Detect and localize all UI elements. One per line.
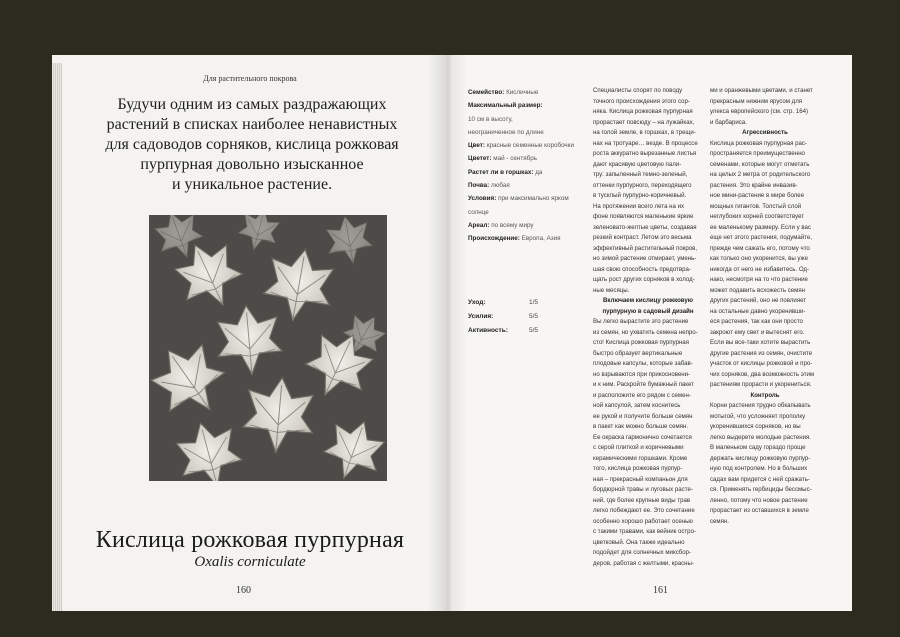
text-line: точного происхождения этого сор- [593,97,690,105]
text-line: того, кислица рожковая пурпур- [593,465,683,472]
property-value: солнце [468,208,489,216]
rating-row [468,324,588,338]
property-value: при максимально ярком [498,195,569,203]
text-line: тру: запыленный темно-зеленый, [593,171,688,178]
text-line: садах вам придется с ней сражать- [710,475,810,483]
property-key: Семейство: [468,89,505,96]
text-line: но взрываются при прикосновени- [593,370,691,378]
text-line: и к ним. Раскройте бумажный пакет [593,381,694,388]
property-value: май - сентябрь [493,155,538,163]
lead-line: для садоводов сорняков, кислица рожковая [105,136,399,153]
text-line: растениям прорасти и укорениться. [710,381,812,388]
ratings-list [468,296,588,338]
property-key: Ареал: [468,221,490,229]
text-line: легко побеждают ее. Это сочетание [593,507,695,514]
text-line: керамическими горшками. Кроме [593,454,688,462]
rating-row [468,310,588,324]
property-row [468,179,578,192]
text-line: В маленьком саду гораздо проще [710,444,806,451]
text-line: цветковый. Она также идеально [593,538,685,546]
text-column-middle [593,86,703,569]
property-value: 10 см в высоту, [468,115,513,123]
text-line: но зимой растение отмирает, умень- [593,255,697,262]
text-line: и барбариса. [710,118,747,126]
text-line: ее рукой и получите больше семян [593,412,693,420]
rating-label: Активность: [468,327,508,334]
text-line: оттенки пурпурного, переходящего [593,181,692,189]
property-key: Максимальный размер: [468,102,543,110]
right-page [448,55,852,611]
property-value: любая [491,182,510,190]
open-book [44,55,852,611]
text-line: легко выдерете молодые растения. [710,433,811,441]
text-line: Корни растения трудно обкапывать [710,402,811,409]
text-line: мощных гигантов. Толстый слой [710,202,802,210]
property-row [468,192,578,205]
left-page [52,55,448,611]
text-line: ний, где более крупные виды трав [593,496,691,504]
text-line: никогда от него не избавитесь. Од- [710,265,810,273]
text-line: прекрасным нижним ярусом для [710,97,803,105]
text-line: из семян, но ухватить семена непро- [593,328,698,336]
property-value: да [535,168,543,176]
text-line: Специалисты спорят по поводу [593,87,683,94]
text-line: няка. Кислица рожковая пурпурная [593,108,693,115]
text-line: семенами, которые могут отметать [710,160,810,168]
text-line: прорастает из оставшихся в земле [710,507,809,514]
text-line: закроют ему свет и вытеснят его. [710,328,805,336]
text-line: прежде чем сажать его, потому что [710,244,810,252]
text-line: нако, несмотря на то что растение [710,276,808,283]
text-line: на целых 2 метра от родительского [710,171,811,178]
rating-value: 5/5 [529,313,539,320]
text-line: еще нет этого растения, подумайте, [710,234,812,241]
property-row [468,86,578,99]
property-row [468,99,578,112]
lead-line: Будучи одним из самых раздражающих [117,96,387,113]
text-line: щать рост других сорняков в холод- [593,276,695,283]
text-line: неглубоких корней соответствует [710,213,805,220]
property-key: Растет ли в горшках: [468,168,534,176]
property-value: по всему миру [491,221,534,229]
property-row [468,126,578,139]
text-line: подойдет для солнечных миксбор- [593,549,692,556]
lead-line: растений в списках наиболее ненавистных [106,116,398,133]
text-line: другие растения из семян, очистите [710,349,813,357]
text-line: прорастает повсюду – на лужайках, [593,118,695,126]
section-heading: Агрессивность [742,129,788,136]
lead-line: и уникальное растение. [171,176,333,193]
text-line: укоренившихся сорняков, но вы [710,423,801,430]
section-heading: пурпурную в садовый дизайн [602,307,694,315]
text-line: других растений, оно не повлияет [710,297,807,304]
text-line: растения. Это крайне инвазив- [710,181,798,189]
text-line: дают красивую цветовую пали- [593,160,682,168]
text-line: сто! Кислица рожковая пурпурная [593,339,689,346]
text-line: улекса европейского (см. стр. 164) [710,108,809,115]
property-row [468,232,578,245]
rating-label: Усилия: [468,313,494,320]
rating-row [468,296,588,310]
property-row [468,113,578,126]
text-line: участок от кислицы рожковой и про- [710,360,813,367]
text-line: ное мини-растение в мире более [710,192,805,199]
latin-name: Oxalis corniculate [194,554,306,570]
section-heading: Включаем кислицу рожковую [603,297,693,304]
rating-value: 1/5 [529,299,539,306]
property-value: неограниченное по длине [468,128,544,136]
text-line: в пакет как можно больше семян. [593,423,689,430]
page-number-left: 160 [236,585,251,596]
text-line: На протяжении всего лета на их [593,202,685,210]
text-line: ленно, потому что новое растение [710,496,808,504]
text-line: и расположите его рядом с семен- [593,391,691,399]
text-line: ная – прекрасный компаньон для [593,475,688,483]
text-line: семян. [710,517,729,525]
plant-title: Кислица рожковая пурпурная [95,527,405,553]
text-line: ной капсулой, затем коснитесь [593,402,681,409]
text-line: быстро образует вертикальные [593,349,683,357]
text-line: бордюрной травы и луговых расте- [593,486,693,493]
book-gutter [428,55,468,611]
property-key: Цвет: [468,142,485,150]
text-line: с такими травами, как вейник остро- [593,528,696,535]
property-key: Цветет: [468,155,492,163]
text-line: как только оно укоренится, вы уже [710,255,808,262]
text-line: резкий контраст. Летом это весьма [593,234,692,241]
property-value: красные семенные коробочки [486,142,574,150]
text-line: с серой плиткой и коричневыми [593,444,684,451]
text-line: ми и оранжевыми цветами, и станет [710,87,813,94]
text-line: Вы легко вырастите это растение [593,318,689,325]
running-head: Для растительного покрова [203,74,297,83]
section-heading: Контроль [750,391,780,399]
text-line: может подавить всхожесть семян [710,286,806,294]
text-line: эффективный растительный покров, [593,244,698,252]
text-line: деров, работая с желтыми, красны- [593,559,694,567]
text-line: на остальные давно укоренивши- [710,307,806,315]
text-line: шая свою способность предотвра- [593,265,691,273]
text-line: ее маленькому размеру. Если у вас [710,223,811,231]
text-line: плодовые капсулы, которые забав- [593,360,693,367]
text-line: фоне появляются маленькие яркие [593,213,694,220]
property-row [468,152,578,165]
properties-list [468,86,578,246]
text-line: пространяется преимущественно [710,150,805,157]
ivy-leaves-illustration [149,215,387,481]
text-line: Ее окраска гармонично сочетается [593,433,692,441]
text-line: ную под контролем. Но в больших [710,465,808,472]
text-line: на голой земле, в горшках, в трещи- [593,129,696,136]
property-row [468,219,578,232]
text-column-right [710,86,820,527]
property-key: Почва: [468,182,490,190]
rating-value: 5/5 [529,327,539,334]
ivy-leaves-photo [149,215,387,481]
text-line: ные месяцы. [593,286,630,294]
page-number-right: 161 [653,585,668,596]
text-line: ся. Применять гербициды бессмыс- [710,486,812,493]
text-line: особенно хорошо работает осенью [593,517,693,525]
text-line: Если вы все-таки хотите вырастить [710,339,811,346]
property-row [468,166,578,179]
lead-line: пурпурная довольно изысканное [140,156,364,173]
property-row [468,206,578,219]
text-line: мотыгой, что усложняет прополку [710,412,806,420]
text-line: роста аккуратно вырезанные листья [593,150,697,157]
text-line: Кислица рожковая пурпурная рас- [710,139,807,147]
property-key: Происхождение: [468,235,520,243]
text-line: зеленовато-желтые цветы, создавая [593,223,697,231]
text-line: держать кислицу рожковую пурпур- [710,454,811,462]
text-line: еся растения, так как они просто [710,318,803,325]
property-value: Кисличные [506,89,539,96]
property-value: Европа, Азия [521,235,561,243]
lead-paragraph [92,95,412,195]
rating-label: Уход: [468,299,486,306]
text-line: в тусклый пурпурно-коричневый. [593,192,687,199]
property-row [468,139,578,152]
text-line: чих сорняков, два возможность этим [710,370,815,378]
property-key: Условия: [468,195,497,203]
text-line: нах на тротуаре… везде. В процессе [593,139,698,147]
